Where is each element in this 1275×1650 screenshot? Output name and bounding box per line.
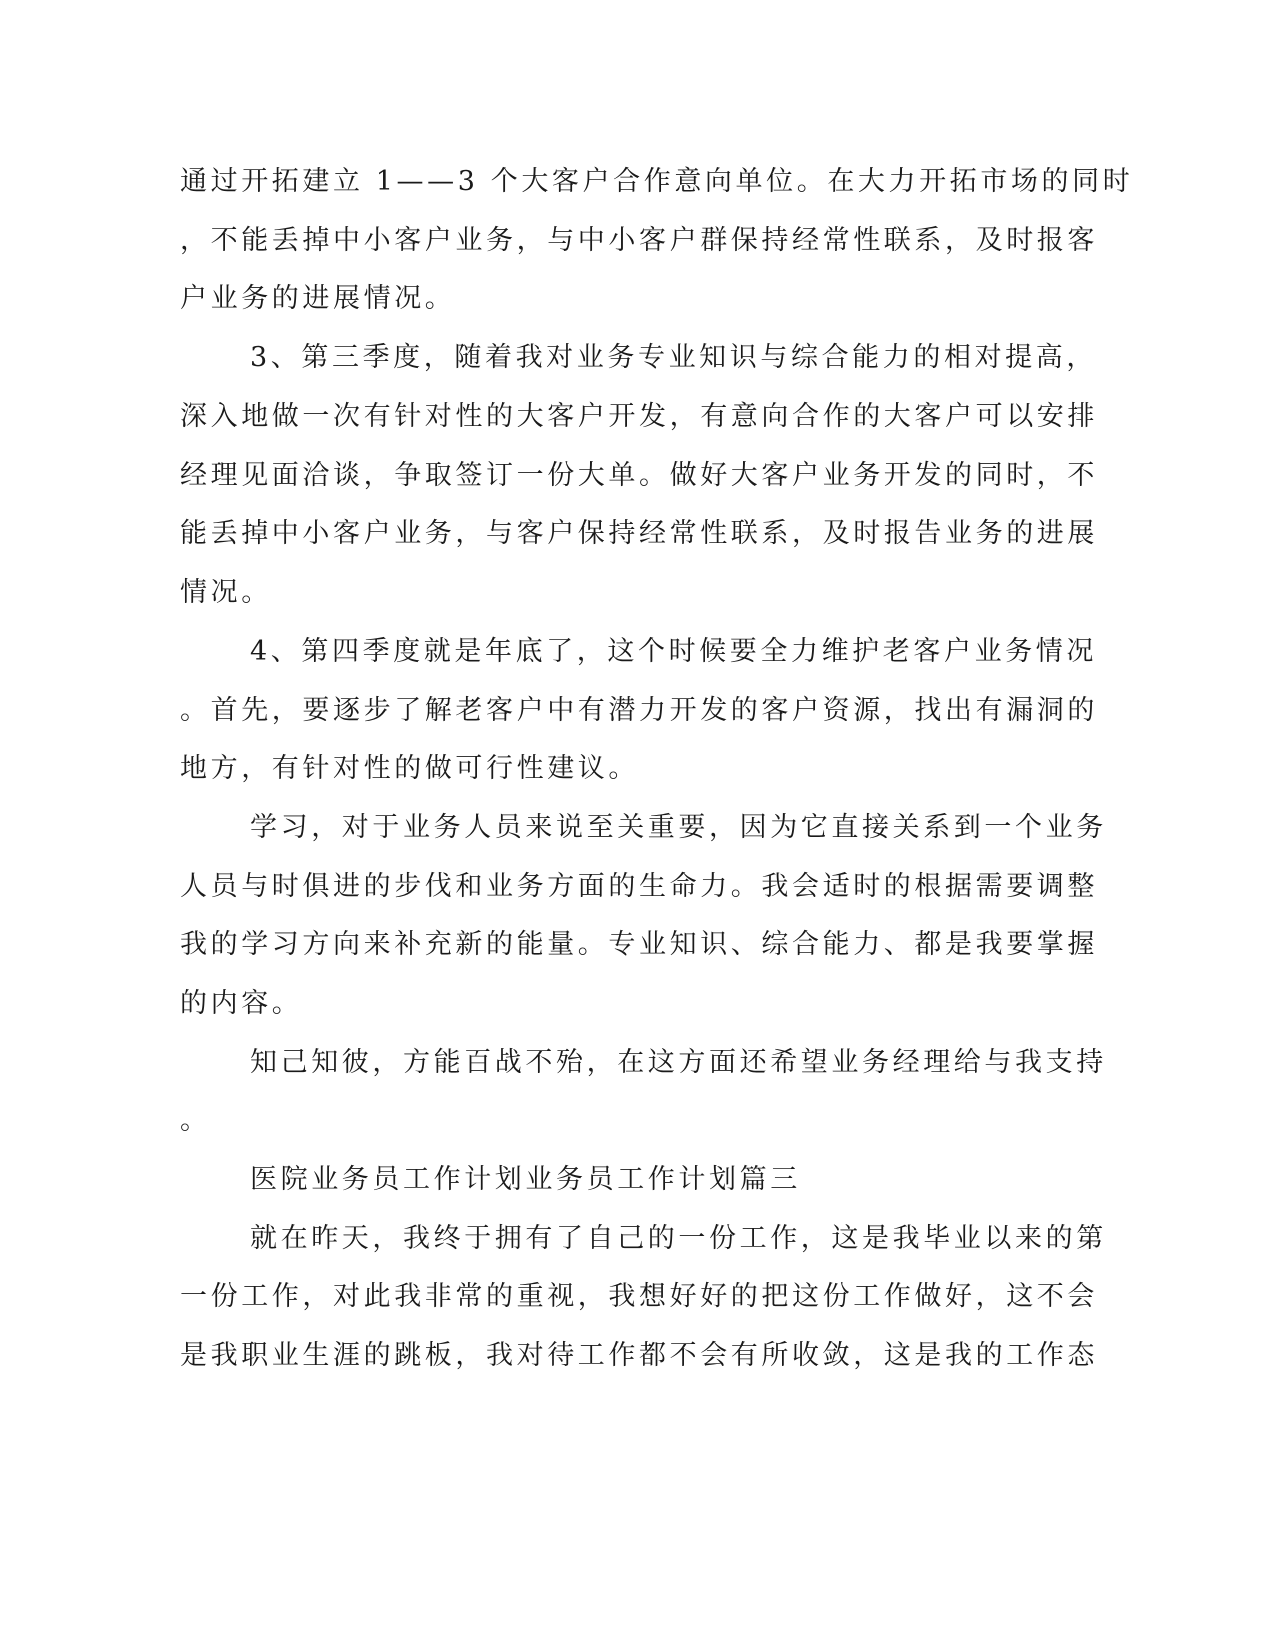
text-line: ，不能丢掉中小客户业务，与中小客户群保持经常性联系，及时报客 [180,225,1098,256]
text-line: 。首先，要逐步了解老客户中有潜力开发的客户资源，找出有漏洞的 [180,695,1098,726]
text-line: 3、第三季度，随着我对业务专业知识与综合能力的相对提高， [250,342,1097,373]
text-line: 一份工作，对此我非常的重视，我想好好的把这份工作做好，这不会 [180,1281,1098,1312]
text-line: 。 [180,1105,211,1136]
text-line: 学习，对于业务人员来说至关重要，因为它直接关系到一个业务 [250,812,1107,843]
text-line: 地方，有针对性的做可行性建议。 [180,753,639,784]
text-line: 通过开拓建立 1——3 个大客户合作意向单位。在大力开拓市场的同时 [180,166,1134,197]
text-line: 深入地做一次有针对性的大客户开发，有意向合作的大客户可以安排 [180,401,1098,432]
text-line: 能丢掉中小客户业务，与客户保持经常性联系，及时报告业务的进展 [180,518,1098,549]
text-line: 我的学习方向来补充新的能量。专业知识、综合能力、都是我要掌握 [180,929,1098,960]
text-line: 4、第四季度就是年底了，这个时候要全力维护老客户业务情况 [250,636,1097,667]
text-line: 情况。 [180,577,272,608]
text-line: 人员与时俱进的步伐和业务方面的生命力。我会适时的根据需要调整 [180,871,1098,902]
text-line: 知己知彼，方能百战不殆，在这方面还希望业务经理给与我支持 [250,1047,1107,1078]
text-line: 经理见面洽谈，争取签订一份大单。做好大客户业务开发的同时，不 [180,460,1098,491]
text-line: 户业务的进展情况。 [180,283,456,314]
text-line: 是我职业生涯的跳板，我对待工作都不会有所收敛，这是我的工作态 [180,1340,1098,1371]
text-line: 就在昨天，我终于拥有了自己的一份工作，这是我毕业以来的第 [250,1223,1107,1254]
text-line: 的内容。 [180,988,303,1019]
section-heading: 医院业务员工作计划业务员工作计划篇三 [250,1164,801,1195]
